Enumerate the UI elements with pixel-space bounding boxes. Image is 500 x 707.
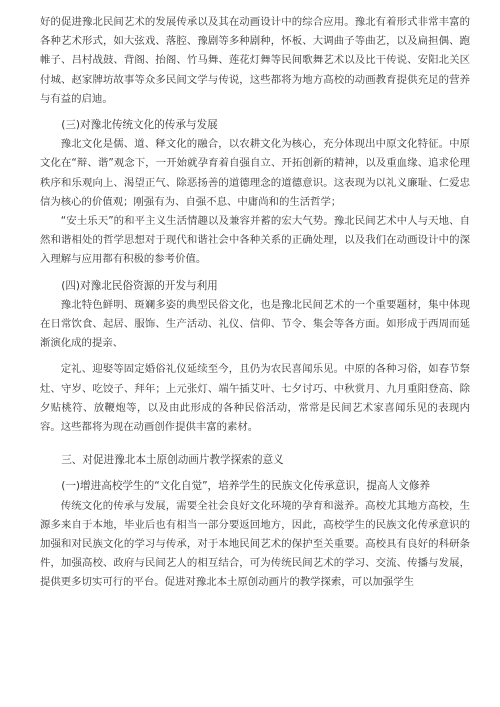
body-paragraph: 定礼、迎娶等固定婚俗礼仪延续至今，且仍为农民喜闻乐见。中原的各种习俗，如春节祭灶、守岁、吃饺子、拜年；上元张灯、端午插艾叶、七夕讨巧、中秋赏月、九月重阳登高、除夕贴桃符、放鞭炮等，以及由此形成的各种民俗活动，常常是民间艺术家喜闻乐见的表现内容。这些都将为现在动画创作提供丰富的素材。	[40, 363, 470, 434]
subsection-heading-4: (四)对豫北民俗资源的开发与利用	[61, 279, 218, 292]
section-heading: 三、对促进豫北本土原创动画片教学探索的意义	[61, 454, 284, 467]
subsection-heading-3: (三)对豫北传统文化的传承与发展	[61, 119, 218, 132]
body-paragraph: 好的促进豫北民间艺术的发展传承以及其在动画设计中的综合应用。豫北有着形式非常丰富的各种艺术形式，如大弦戏、落腔、豫剧等多种剧种，怀板、大调曲子等曲艺，以及扁担偶、跑帷子、吕村战鼓、背阁、抬阁、竹马舞、莲花灯舞等民间歌舞艺术以及比干传说、安阳北关区付城、赵家牌坊故事等众多民间文学与传说，这些都将为地方高校的动画教育提供充足的营养与有益的启迪。	[40, 16, 470, 105]
body-paragraph: 传统文化的传承与发展，需要全社会良好文化环境的孕育和滋养。高校尤其地方高校，生源多来自于本地，毕业后也有相当一部分要返回地方，因此，高校学生的民族文化传承意识的加强和对民族文化的学习与传承，对于本地民间艺术的保护至关重要。高校具有良好的科研条件，加强高校、政府与民间艺人的相互结合，可为传统民间艺术的学习、交流、传播与发展，提供更多切实可行的平台。促进对豫北本土原创动画片的教学探索，可以加强学生	[40, 499, 470, 589]
subsection-heading-1: (一)增进高校学生的“文化自觉”，培养学生的民族文化传承意识，提高人文修养	[61, 480, 431, 493]
body-paragraph: “安土乐天”的和平主义生活情趣以及兼容并蓄的宏大气势。豫北民间艺术中人与天地、自然和谐相处的哲学思想对于现代和谐社会中各种关系的正确处理，以及我们在动画设计中的深入理解与应用都有积极的参考价值。	[40, 215, 470, 266]
body-paragraph: 豫北文化是儒、道、释文化的融合，以农耕文化为核心，充分体现出中原文化特征。中原文化在“辩、谐”观念下，一开始就孕育着自强自立、开拓创新的精神，以及重血缘、追求伦理秩序和乐观向上、渴望正气、除恶扬善的道德理念的道德意识。这表现为以礼义廉耻、仁爱忠信为核心的价值观；刚强有为、自强不息、中庸尚和的生活哲学；	[40, 138, 470, 208]
body-paragraph: 豫北特色鲜明、斑斓多姿的典型民俗文化，也是豫北民间艺术的一个重要题材，集中体现在日常饮食、起居、服饰、生产活动、礼仪、信仰、节令、集会等各方面。如形成于西周而延渐演化成的提亲、	[40, 298, 470, 350]
